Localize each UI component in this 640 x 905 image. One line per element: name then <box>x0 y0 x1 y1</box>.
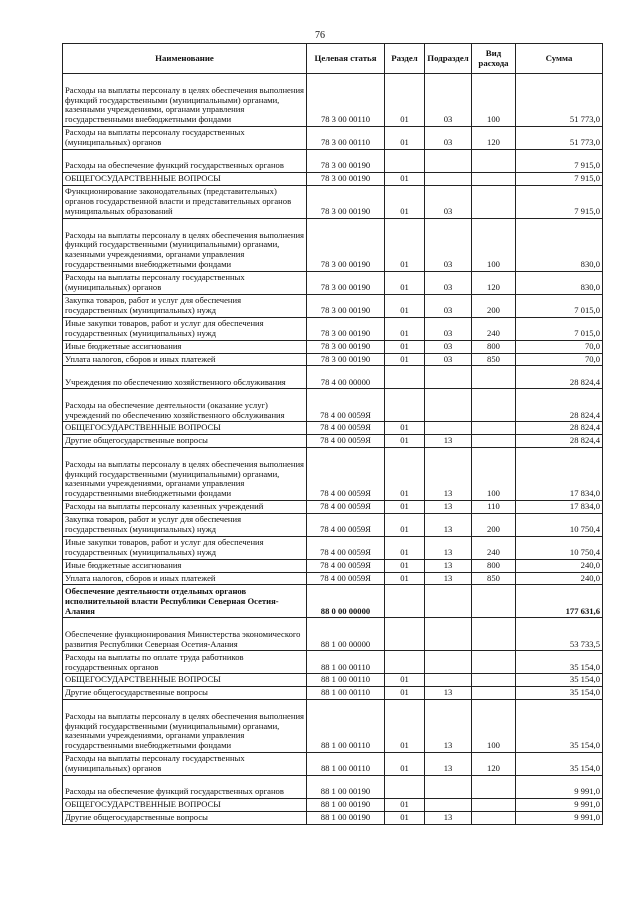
cell-vid: 100 <box>472 74 516 127</box>
page-number: 76 <box>315 30 325 41</box>
cell-vid <box>472 435 516 448</box>
cell-vid: 800 <box>472 559 516 572</box>
cell-podrazdel <box>425 651 472 674</box>
cell-name: Функционирование законодательных (представительных) органов государственной власти и представительных органов муниципальных образований <box>63 185 307 218</box>
header-sum: Сумма <box>516 44 603 74</box>
cell-podrazdel <box>425 798 472 811</box>
cell-sum: 7 915,0 <box>516 150 603 173</box>
cell-sum: 35 154,0 <box>516 752 603 775</box>
cell-sum: 28 824,4 <box>516 389 603 422</box>
cell-code: 78 4 00 0059Я <box>307 559 385 572</box>
cell-code: 78 4 00 0059Я <box>307 389 385 422</box>
cell-sum: 17 834,0 <box>516 447 603 500</box>
table-row <box>63 185 603 218</box>
cell-name: Закупка товаров, работ и услуг для обеспечения государственных (муниципальных) нужд <box>63 513 307 536</box>
cell-code: 88 1 00 00190 <box>307 798 385 811</box>
cell-vid: 850 <box>472 572 516 585</box>
cell-vid <box>472 585 516 618</box>
cell-name: Обеспечение деятельности отдельных органов исполнительной власти Республики Северная Осетия-Алания <box>63 585 307 618</box>
cell-code: 78 4 00 0059Я <box>307 536 385 559</box>
cell-podrazdel <box>425 422 472 435</box>
cell-razdel: 01 <box>385 513 425 536</box>
cell-code: 78 3 00 00190 <box>307 173 385 186</box>
cell-razdel <box>385 651 425 674</box>
table-row <box>63 173 603 186</box>
cell-sum: 7 015,0 <box>516 317 603 340</box>
cell-vid <box>472 618 516 651</box>
cell-vid: 110 <box>472 500 516 513</box>
cell-razdel: 01 <box>385 74 425 127</box>
cell-sum: 7 915,0 <box>516 185 603 218</box>
cell-vid <box>472 775 516 798</box>
cell-podrazdel: 03 <box>425 340 472 353</box>
cell-razdel: 01 <box>385 353 425 366</box>
cell-name: Расходы на выплаты персоналу казенных учреждений <box>63 500 307 513</box>
cell-vid: 240 <box>472 317 516 340</box>
cell-name: Уплата налогов, сборов и иных платежей <box>63 353 307 366</box>
cell-podrazdel: 03 <box>425 127 472 150</box>
cell-podrazdel <box>425 389 472 422</box>
table-row <box>63 271 603 294</box>
table-row <box>63 798 603 811</box>
cell-name: Расходы на обеспечение деятельности (оказание услуг) учреждений по обеспечению хозяйственного обслуживания <box>63 389 307 422</box>
cell-razdel: 01 <box>385 422 425 435</box>
cell-name: Иные закупки товаров, работ и услуг для обеспечения государственных (муниципальных) нужд <box>63 317 307 340</box>
cell-vid <box>472 674 516 687</box>
cell-sum: 9 991,0 <box>516 775 603 798</box>
cell-razdel: 01 <box>385 447 425 500</box>
cell-code: 88 1 00 00110 <box>307 699 385 752</box>
cell-code: 78 4 00 0059Я <box>307 435 385 448</box>
cell-code: 78 3 00 00110 <box>307 127 385 150</box>
cell-name: Расходы на выплаты персоналу в целях обеспечения выполнения функций государственными (муниципальными) органами, казенными учреждениями, органами управления государственными внебюджетными фондами <box>63 447 307 500</box>
cell-razdel: 01 <box>385 536 425 559</box>
cell-code: 78 3 00 00190 <box>307 353 385 366</box>
cell-razdel: 01 <box>385 185 425 218</box>
header-razdel: Раздел <box>385 44 425 74</box>
cell-podrazdel: 03 <box>425 353 472 366</box>
cell-razdel: 01 <box>385 317 425 340</box>
cell-razdel <box>385 366 425 389</box>
cell-podrazdel <box>425 618 472 651</box>
table-row <box>63 699 603 752</box>
cell-code: 78 4 00 0059Я <box>307 500 385 513</box>
cell-vid: 850 <box>472 353 516 366</box>
cell-razdel: 01 <box>385 699 425 752</box>
cell-podrazdel: 03 <box>425 185 472 218</box>
cell-vid <box>472 687 516 700</box>
cell-vid: 100 <box>472 218 516 271</box>
cell-name: ОБЩЕГОСУДАРСТВЕННЫЕ ВОПРОСЫ <box>63 798 307 811</box>
header-vid: Вид расхода <box>472 44 516 74</box>
cell-razdel: 01 <box>385 218 425 271</box>
cell-vid <box>472 366 516 389</box>
cell-podrazdel <box>425 366 472 389</box>
cell-code: 88 1 00 00110 <box>307 651 385 674</box>
cell-podrazdel <box>425 775 472 798</box>
cell-vid: 240 <box>472 536 516 559</box>
cell-name: Другие общегосударственные вопросы <box>63 687 307 700</box>
cell-podrazdel: 13 <box>425 811 472 824</box>
cell-razdel <box>385 618 425 651</box>
cell-razdel <box>385 775 425 798</box>
cell-sum: 240,0 <box>516 559 603 572</box>
cell-vid: 200 <box>472 513 516 536</box>
cell-vid: 120 <box>472 127 516 150</box>
cell-podrazdel: 03 <box>425 74 472 127</box>
cell-vid <box>472 798 516 811</box>
cell-code: 78 3 00 00190 <box>307 271 385 294</box>
cell-name: Закупка товаров, работ и услуг для обеспечения государственных (муниципальных) нужд <box>63 294 307 317</box>
cell-podrazdel: 03 <box>425 271 472 294</box>
table-row <box>63 389 603 422</box>
table-header-row <box>63 44 603 74</box>
cell-sum: 830,0 <box>516 218 603 271</box>
cell-sum: 10 750,4 <box>516 513 603 536</box>
cell-razdel: 01 <box>385 271 425 294</box>
cell-sum: 9 991,0 <box>516 798 603 811</box>
cell-podrazdel: 13 <box>425 559 472 572</box>
cell-sum: 10 750,4 <box>516 536 603 559</box>
cell-sum: 7 015,0 <box>516 294 603 317</box>
cell-sum: 17 834,0 <box>516 500 603 513</box>
table-row <box>63 294 603 317</box>
cell-sum: 9 991,0 <box>516 811 603 824</box>
cell-podrazdel: 13 <box>425 752 472 775</box>
table-row <box>63 559 603 572</box>
table-row <box>63 513 603 536</box>
cell-razdel: 01 <box>385 500 425 513</box>
cell-vid <box>472 422 516 435</box>
table-row <box>63 775 603 798</box>
cell-razdel: 01 <box>385 340 425 353</box>
cell-podrazdel <box>425 173 472 186</box>
cell-razdel: 01 <box>385 173 425 186</box>
cell-sum: 70,0 <box>516 340 603 353</box>
cell-podrazdel: 03 <box>425 294 472 317</box>
cell-vid: 120 <box>472 271 516 294</box>
table-row <box>63 218 603 271</box>
cell-name: ОБЩЕГОСУДАРСТВЕННЫЕ ВОПРОСЫ <box>63 674 307 687</box>
cell-code: 88 1 00 00110 <box>307 687 385 700</box>
cell-name: Иные закупки товаров, работ и услуг для обеспечения государственных (муниципальных) нужд <box>63 536 307 559</box>
cell-code: 78 4 00 0059Я <box>307 513 385 536</box>
cell-podrazdel: 13 <box>425 687 472 700</box>
cell-podrazdel: 13 <box>425 699 472 752</box>
cell-name: Иные бюджетные ассигнования <box>63 340 307 353</box>
cell-code: 88 0 00 00000 <box>307 585 385 618</box>
cell-code: 78 3 00 00190 <box>307 340 385 353</box>
cell-code: 78 3 00 00190 <box>307 294 385 317</box>
cell-razdel: 01 <box>385 811 425 824</box>
cell-razdel: 01 <box>385 294 425 317</box>
cell-sum: 240,0 <box>516 572 603 585</box>
cell-code: 88 1 00 00000 <box>307 618 385 651</box>
cell-name: ОБЩЕГОСУДАРСТВЕННЫЕ ВОПРОСЫ <box>63 173 307 186</box>
cell-vid <box>472 389 516 422</box>
cell-podrazdel: 03 <box>425 317 472 340</box>
cell-sum: 35 154,0 <box>516 651 603 674</box>
cell-name: Иные бюджетные ассигнования <box>63 559 307 572</box>
cell-sum: 7 915,0 <box>516 173 603 186</box>
cell-sum: 35 154,0 <box>516 674 603 687</box>
cell-podrazdel: 13 <box>425 447 472 500</box>
table-row <box>63 366 603 389</box>
cell-code: 78 4 00 00000 <box>307 366 385 389</box>
cell-name: Другие общегосударственные вопросы <box>63 435 307 448</box>
table-row <box>63 752 603 775</box>
table-row <box>63 811 603 824</box>
cell-vid: 100 <box>472 699 516 752</box>
cell-sum: 28 824,4 <box>516 422 603 435</box>
cell-sum: 70,0 <box>516 353 603 366</box>
cell-name: Расходы на выплаты персоналу в целях обеспечения выполнения функций государственными (муниципальными) органами, казенными учреждениями, органами управления государственными внебюджетными фондами <box>63 218 307 271</box>
cell-podrazdel <box>425 585 472 618</box>
cell-podrazdel <box>425 674 472 687</box>
table-row <box>63 536 603 559</box>
header-name: Наименование <box>63 44 307 74</box>
cell-name: Расходы на выплаты персоналу в целях обеспечения выполнения функций государственными (муниципальными) органами, казенными учреждениями, органами управления государственными внебюджетными фондами <box>63 699 307 752</box>
cell-name: Уплата налогов, сборов и иных платежей <box>63 572 307 585</box>
cell-code: 78 4 00 0059Я <box>307 447 385 500</box>
table-row <box>63 651 603 674</box>
cell-code: 78 3 00 00190 <box>307 185 385 218</box>
cell-podrazdel: 13 <box>425 572 472 585</box>
cell-vid <box>472 185 516 218</box>
cell-name: Другие общегосударственные вопросы <box>63 811 307 824</box>
header-podrazdel: Подраздел <box>425 44 472 74</box>
table-body <box>63 74 603 825</box>
cell-podrazdel: 03 <box>425 218 472 271</box>
cell-razdel: 01 <box>385 127 425 150</box>
cell-vid: 200 <box>472 294 516 317</box>
cell-sum: 35 154,0 <box>516 687 603 700</box>
cell-razdel: 01 <box>385 687 425 700</box>
table-row <box>63 422 603 435</box>
cell-sum: 53 733,5 <box>516 618 603 651</box>
cell-vid: 120 <box>472 752 516 775</box>
cell-vid <box>472 173 516 186</box>
cell-vid: 100 <box>472 447 516 500</box>
table-row <box>63 435 603 448</box>
cell-razdel <box>385 150 425 173</box>
cell-podrazdel <box>425 150 472 173</box>
cell-razdel <box>385 585 425 618</box>
cell-code: 78 4 00 0059Я <box>307 422 385 435</box>
cell-razdel: 01 <box>385 559 425 572</box>
cell-code: 88 1 00 00110 <box>307 674 385 687</box>
cell-vid <box>472 651 516 674</box>
cell-name: Расходы на обеспечение функций государственных органов <box>63 775 307 798</box>
cell-razdel: 01 <box>385 752 425 775</box>
cell-name: Расходы на выплаты персоналу в целях обеспечения выполнения функций государственными (муниципальными) органами, казенными учреждениями, органами управления государственными внебюджетными фондами <box>63 74 307 127</box>
cell-name: ОБЩЕГОСУДАРСТВЕННЫЕ ВОПРОСЫ <box>63 422 307 435</box>
table-row <box>63 353 603 366</box>
table-row <box>63 674 603 687</box>
cell-sum: 177 631,6 <box>516 585 603 618</box>
cell-vid: 800 <box>472 340 516 353</box>
table-row <box>63 687 603 700</box>
cell-sum: 51 773,0 <box>516 127 603 150</box>
cell-vid <box>472 811 516 824</box>
cell-code: 88 1 00 00190 <box>307 811 385 824</box>
cell-razdel: 01 <box>385 435 425 448</box>
cell-podrazdel: 13 <box>425 513 472 536</box>
cell-sum: 51 773,0 <box>516 74 603 127</box>
cell-code: 78 3 00 00110 <box>307 74 385 127</box>
cell-razdel <box>385 389 425 422</box>
table-row <box>63 447 603 500</box>
header-code: Целевая статья <box>307 44 385 74</box>
cell-razdel: 01 <box>385 572 425 585</box>
table-row <box>63 74 603 127</box>
cell-name: Обеспечение функционирования Министерства экономического развития Республики Северная Осетия-Алания <box>63 618 307 651</box>
cell-sum: 28 824,4 <box>516 435 603 448</box>
cell-name: Расходы на выплаты персоналу государственных (муниципальных) органов <box>63 271 307 294</box>
cell-vid <box>472 150 516 173</box>
cell-name: Учреждения по обеспечению хозяйственного обслуживания <box>63 366 307 389</box>
table-row <box>63 618 603 651</box>
budget-table <box>62 43 603 825</box>
table-row <box>63 500 603 513</box>
cell-name: Расходы на выплаты персоналу государственных (муниципальных) органов <box>63 752 307 775</box>
cell-name: Расходы на выплаты по оплате труда работников государственных органов <box>63 651 307 674</box>
cell-code: 88 1 00 00190 <box>307 775 385 798</box>
table-row <box>63 340 603 353</box>
table-row <box>63 317 603 340</box>
cell-name: Расходы на выплаты персоналу государственных (муниципальных) органов <box>63 127 307 150</box>
table-row <box>63 585 603 618</box>
table-row <box>63 150 603 173</box>
table-row <box>63 572 603 585</box>
cell-code: 78 4 00 0059Я <box>307 572 385 585</box>
table-row <box>63 127 603 150</box>
cell-sum: 28 824,4 <box>516 366 603 389</box>
cell-code: 78 3 00 00190 <box>307 150 385 173</box>
cell-sum: 35 154,0 <box>516 699 603 752</box>
cell-razdel: 01 <box>385 674 425 687</box>
cell-code: 88 1 00 00110 <box>307 752 385 775</box>
cell-podrazdel: 13 <box>425 435 472 448</box>
cell-podrazdel: 13 <box>425 500 472 513</box>
cell-sum: 830,0 <box>516 271 603 294</box>
cell-name: Расходы на обеспечение функций государственных органов <box>63 150 307 173</box>
cell-code: 78 3 00 00190 <box>307 218 385 271</box>
cell-razdel: 01 <box>385 798 425 811</box>
cell-podrazdel: 13 <box>425 536 472 559</box>
cell-code: 78 3 00 00190 <box>307 317 385 340</box>
